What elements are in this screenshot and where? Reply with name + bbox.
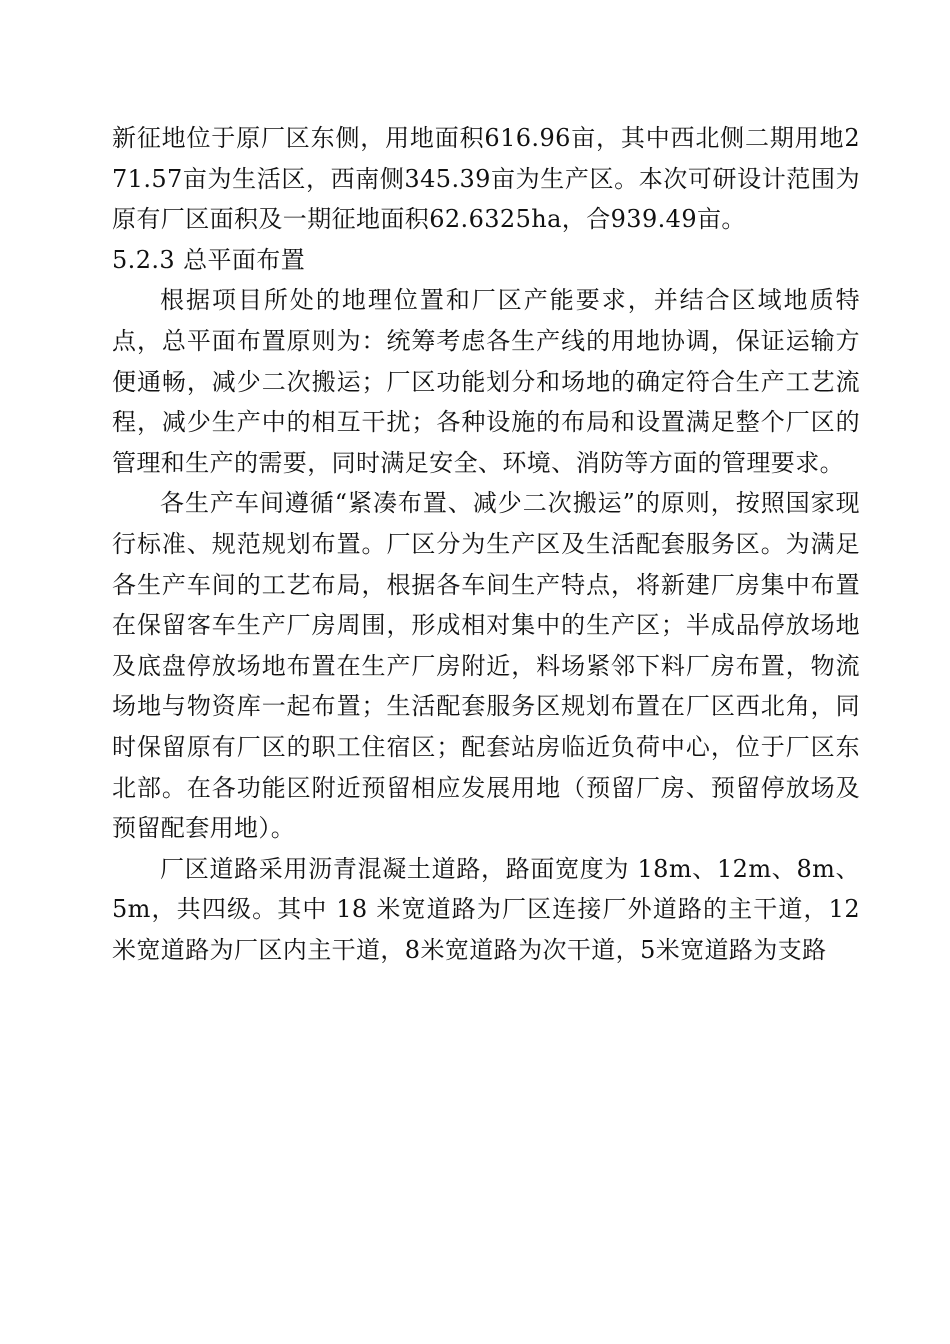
section-heading: 5.2.3 总平面布置 — [112, 245, 306, 274]
document-page — [112, 118, 860, 970]
workshop-layout-paragraph: 各生产车间遵循“紧凑布置、减少二次搬运”的原则，按照国家现行标准、规范规划布置。厂区分为生产区及生活配套服务区。为满足各生产车间的工艺布局，根据各车间生产特点，将新建厂房集中布置在保留客车生产厂房周围，形成相对集中的生产区；半成品停放场地及底盘停放场地布置在生产厂房附近，料场紧邻下料厂房布置，物流场地与物资库一起布置；生活配套服务区规划布置在厂区西北角，同时保留原有厂区的职工住宿区；配套站房临近负荷中心，位于厂区东北部。在各功能区附近预留相应发展用地（预留厂房、预留停放场及预留配套用地）。 — [112, 489, 860, 843]
intro-paragraph: 新征地位于原厂区东侧，用地面积616.96亩，其中西北侧二期用地271.57亩为生活区，西南侧345.39亩为生产区。本次可研设计范围为原有厂区面积及一期征地面积62.6325ha，合939.49亩。 — [112, 124, 860, 234]
layout-principles-paragraph: 根据项目所处的地理位置和厂区产能要求，并结合区域地质特点，总平面布置原则为：统筹考虑各生产线的用地协调，保证运输方便通畅，减少二次搬运；厂区功能划分和场地的确定符合生产工艺流程，减少生产中的相互干扰；各种设施的布局和设置满足整个厂区的管理和生产的需要，同时满足安全、环境、消防等方面的管理要求。 — [112, 286, 860, 477]
roads-paragraph: 厂区道路采用沥青混凝土道路，路面宽度为 18m、12m、8m、5m，共四级。其中 18 米宽道路为厂区连接厂外道路的主干道，12米宽道路为厂区内主干道，8米宽道路为次干道，5米宽道路为支路 — [112, 854, 860, 964]
